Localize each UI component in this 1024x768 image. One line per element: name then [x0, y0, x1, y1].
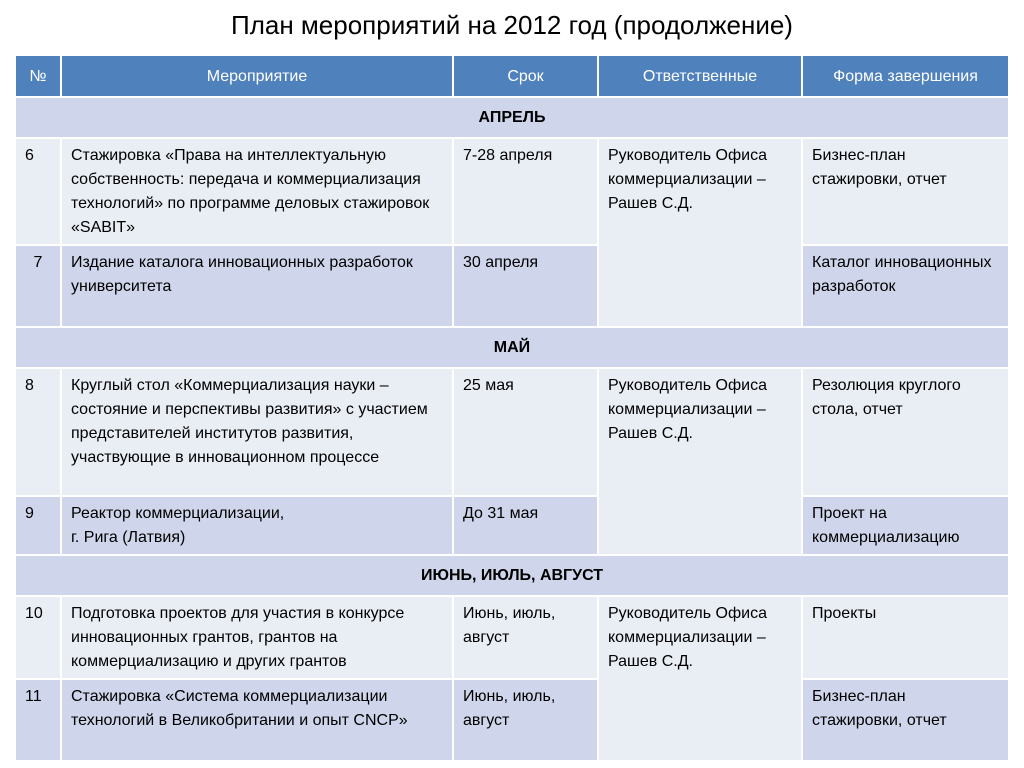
row-number: 7	[15, 245, 61, 327]
row-event: Стажировка «Система коммерциализации технологий в Великобритании и опыт CNCP»	[61, 679, 453, 761]
header-result-form: Форма завершения	[802, 55, 1009, 97]
row-term: Июнь, июль, август	[453, 596, 598, 679]
section-row-may	[15, 327, 1009, 368]
header-term: Срок	[453, 55, 598, 97]
row-event: Подготовка проектов для участия в конкурсе инновационных грантов, грантов на коммерциализацию и других грантов	[61, 596, 453, 679]
section-row-summer	[15, 555, 1009, 596]
row-event: Реактор коммерциализации, г. Рига (Латвия)	[61, 496, 453, 555]
section-row-april	[15, 97, 1009, 138]
row-event: Стажировка «Права на интеллектуальную собственность: передача и коммерциализация технологий» по программе деловых стажировок «SABIT»	[61, 138, 453, 245]
row-result: Проекты	[802, 596, 1009, 679]
row-responsible: Руководитель Офиса коммерциализации – Рашев С.Д.	[598, 368, 802, 555]
section-label: ИЮНЬ, ИЮЛЬ, АВГУСТ	[15, 555, 1009, 596]
plan-table	[14, 54, 1010, 762]
row-event: Круглый стол «Коммерциализация науки – состояние и перспективы развития» с участием представителей институтов развития, участвующие в инновационном процессе	[61, 368, 453, 496]
row-result: Бизнес-план стажировки, отчет	[802, 679, 1009, 761]
row-number: 11	[15, 679, 61, 761]
header-event: Мероприятие	[61, 55, 453, 97]
row-number: 8	[15, 368, 61, 496]
row-term: Июнь, июль, август	[453, 679, 598, 761]
row-responsible: Руководитель Офиса коммерциализации – Рашев С.Д.	[598, 596, 802, 761]
row-number: 10	[15, 596, 61, 679]
row-term: 30 апреля	[453, 245, 598, 327]
section-label: АПРЕЛЬ	[15, 97, 1009, 138]
table-row	[15, 496, 1009, 555]
table-row	[15, 368, 1009, 496]
page-title: План мероприятий на 2012 год (продолжение)	[231, 10, 793, 40]
row-result: Каталог инновационных разработок	[802, 245, 1009, 327]
row-term: До 31 мая	[453, 496, 598, 555]
table-row	[15, 245, 1009, 327]
row-responsible: Руководитель Офиса коммерциализации – Рашев С.Д.	[598, 138, 802, 327]
table-row	[15, 679, 1009, 761]
row-result: Резолюция круглого стола, отчет	[802, 368, 1009, 496]
row-result: Проект на коммерциализацию	[802, 496, 1009, 555]
header-number: №	[15, 55, 61, 97]
section-label: МАЙ	[15, 327, 1009, 368]
table-row	[15, 138, 1009, 245]
row-number: 6	[15, 138, 61, 245]
table-row	[15, 596, 1009, 679]
header-responsible: Ответственные	[598, 55, 802, 97]
row-event: Издание каталога инновационных разработок университета	[61, 245, 453, 327]
row-result: Бизнес-план стажировки, отчет	[802, 138, 1009, 245]
row-term: 7-28 апреля	[453, 138, 598, 245]
row-number: 9	[15, 496, 61, 555]
row-term: 25 мая	[453, 368, 598, 496]
table-header-row	[15, 55, 1009, 97]
